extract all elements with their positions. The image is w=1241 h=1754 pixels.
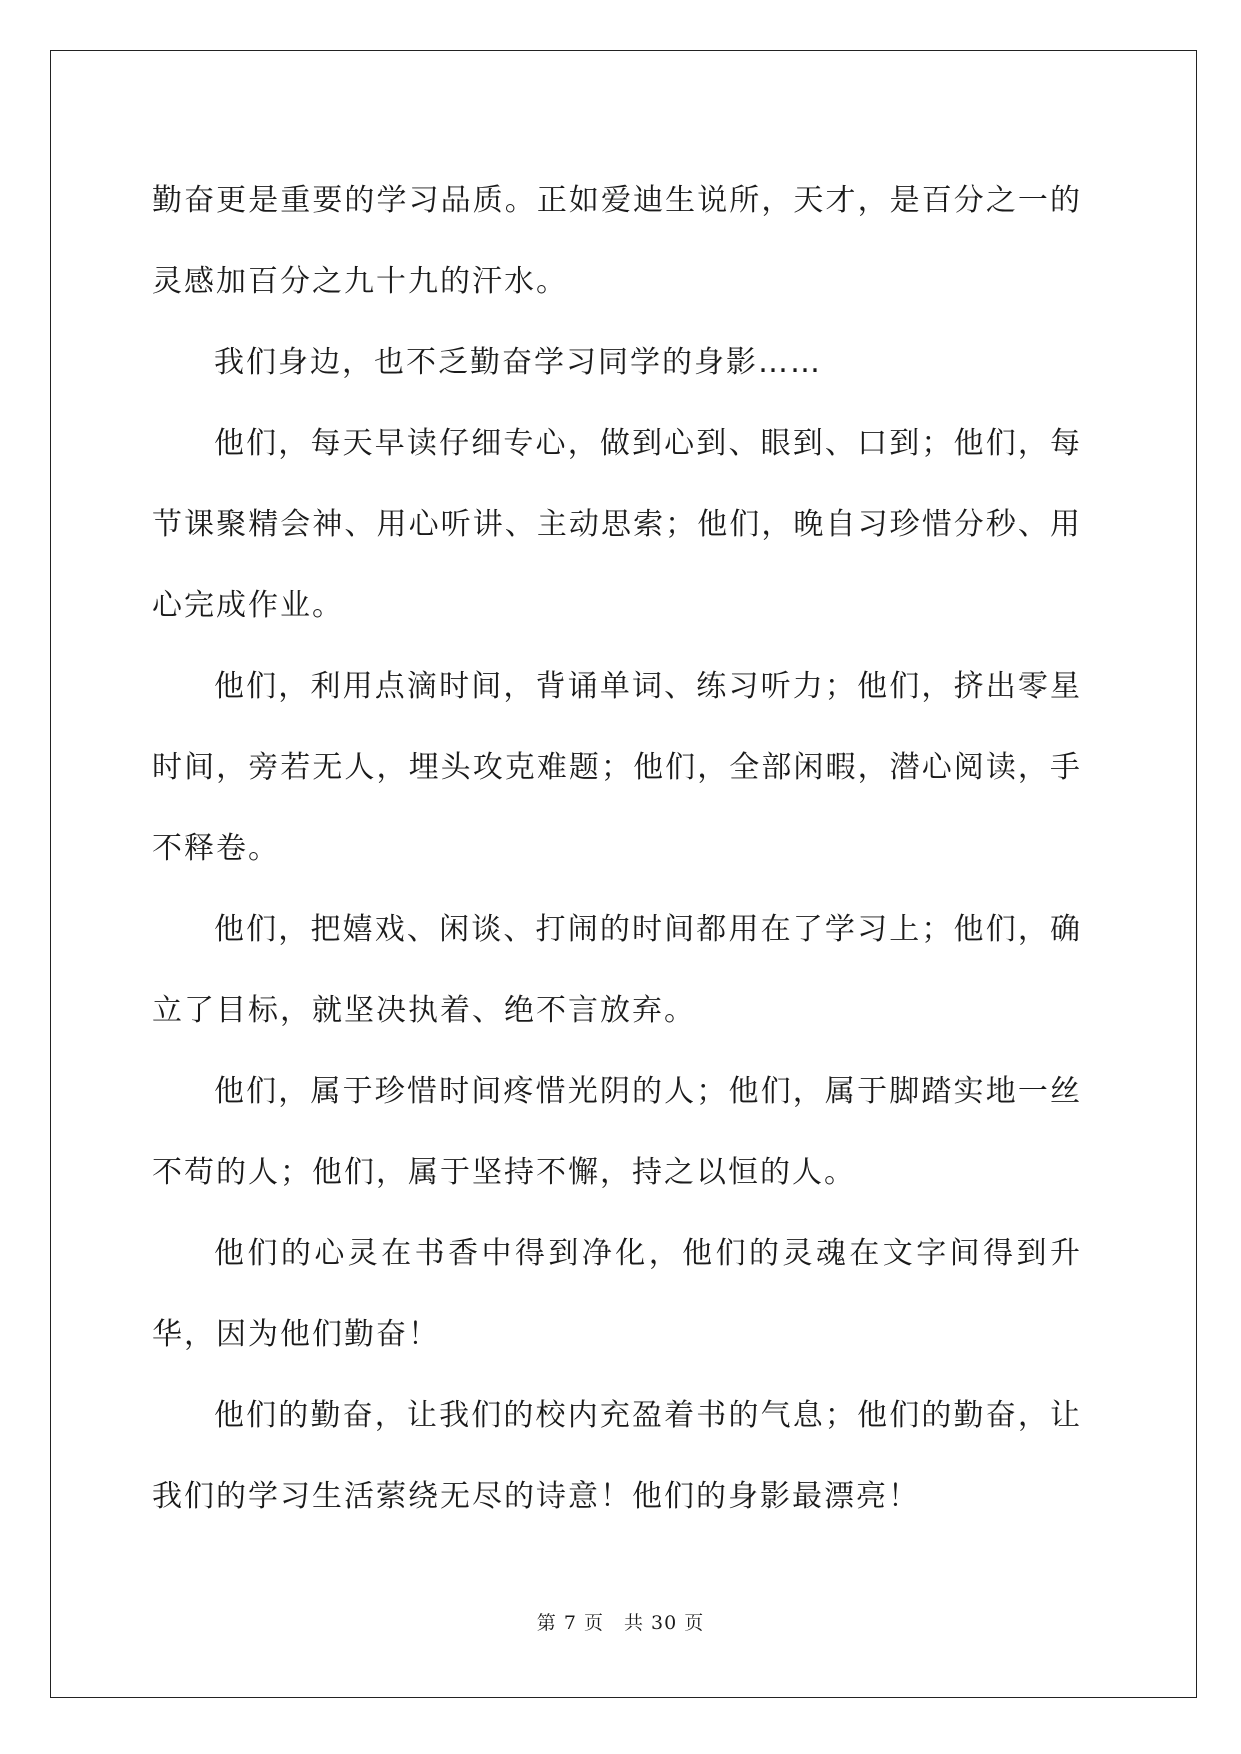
paragraph-4: 他们，利用点滴时间，背诵单词、练习听力；他们，挤出零星时间，旁若无人，埋头攻克难题；他们，全部闲暇，潜心阅读，手不释卷。: [152, 669, 1082, 866]
paragraph-7: 他们的心灵在书香中得到净化，他们的灵魂在文字间得到升华，因为他们勤奋！: [152, 1236, 1082, 1352]
paragraph-5: 他们，把嬉戏、闲谈、打闹的时间都用在了学习上；他们，确立了目标，就坚决执着、绝不言放弃。: [152, 912, 1082, 1028]
page-number-footer: 第 7 页 共 30 页: [536, 1612, 705, 1634]
paragraph-2: 我们身边，也不乏勤奋学习同学的身影……: [214, 345, 822, 380]
paragraph-3: 他们，每天早读仔细专心，做到心到、眼到、口到；他们，每节课聚精会神、用心听讲、主动思索；他们，晚自习珍惜分秒、用心完成作业。: [152, 426, 1082, 623]
paragraph-8: 他们的勤奋，让我们的校内充盈着书的气息；他们的勤奋，让我们的学习生活萦绕无尽的诗意！他们的身影最漂亮！: [152, 1398, 1082, 1514]
paragraph-1: 勤奋更是重要的学习品质。正如爱迪生说所，天才，是百分之一的灵感加百分之九十九的汗水。: [152, 183, 1082, 299]
paragraph-6: 他们，属于珍惜时间疼惜光阴的人；他们，属于脚踏实地一丝不苟的人；他们，属于坚持不懈，持之以恒的人。: [152, 1074, 1082, 1190]
document-body: [152, 160, 1082, 1537]
